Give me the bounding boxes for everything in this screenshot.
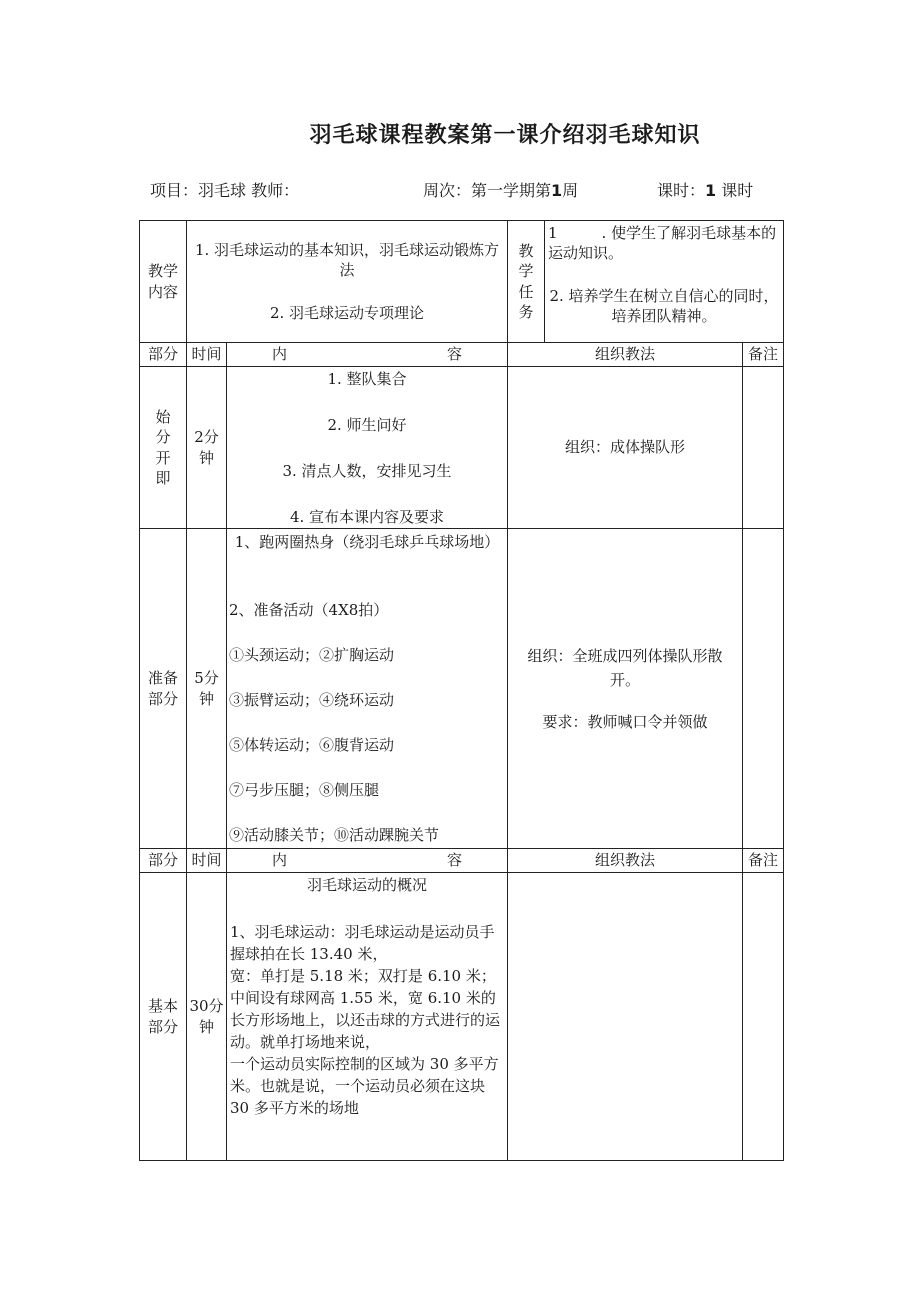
content-line: ⑨活动膝关节；⑩活动踝腕关节 — [229, 826, 440, 844]
meta-project — [150, 178, 299, 201]
method-line: 组织：全班成四列体操队形散开。 — [527, 646, 723, 689]
teaching-task-item-1-num: 1 — [548, 224, 558, 242]
header-method: 组织教法 — [508, 849, 743, 873]
meta-week-prefix: 周次：第一学期第 — [423, 181, 552, 200]
row-time — [187, 873, 227, 1161]
row-part-text: 准备部分 — [147, 669, 178, 708]
meta-hours — [657, 178, 753, 201]
header-content-a: 内 — [271, 851, 287, 870]
teaching-task-label-text: 教学任务 — [518, 242, 534, 321]
content-title: 羽毛球运动的概况 — [306, 876, 427, 894]
teaching-content-item: 2. 羽毛球运动专项理论 — [269, 303, 425, 322]
teaching-task-cell — [545, 221, 784, 343]
teaching-task-item-1-text: . 使学生了解羽毛球基本的运动知识。 — [548, 224, 777, 263]
content-line: 2、准备活动（4X8拍） — [229, 601, 389, 619]
row-content — [227, 529, 508, 849]
content-paragraph: 1、羽毛球运动：羽毛球运动是运动员手握球拍在长 13.40 米， — [230, 923, 495, 963]
row-note — [743, 367, 784, 529]
header-content — [227, 849, 508, 873]
meta-hours-suffix: 课时 — [721, 181, 754, 200]
content-line: 2. 师生问好 — [327, 416, 407, 434]
lesson-plan-table — [139, 220, 784, 1161]
row-part — [140, 873, 187, 1161]
table-row-preparation — [140, 529, 784, 849]
header-note: 备注 — [743, 849, 784, 873]
teaching-content-item: 1. 羽毛球运动的基本知识，羽毛球运动锻炼方法 — [194, 241, 500, 280]
row-method — [508, 367, 743, 529]
header-content — [227, 343, 508, 367]
teaching-content-label — [140, 221, 187, 343]
row-method — [508, 873, 743, 1161]
meta-hours-num: 1 — [705, 181, 717, 200]
header-time: 时间 — [187, 849, 227, 873]
table-row-objectives — [140, 221, 784, 343]
header-content-b: 容 — [447, 345, 463, 364]
header-time: 时间 — [187, 343, 227, 367]
header-content-a: 内 — [271, 345, 287, 364]
meta-teacher-text: 教师： — [251, 181, 300, 200]
content-paragraph: 一个运动员实际控制的区域为 30 多平方米。也就是说，一个运动员必须在这块 30 多平方米的场地 — [230, 1055, 499, 1117]
row-part-text: 始分开即 — [155, 408, 171, 487]
row-part — [140, 529, 187, 849]
method-line: 要求：教师喊口令并领做 — [542, 712, 708, 731]
meta-project-text: 项目：羽毛球 — [150, 181, 247, 200]
header-note: 备注 — [743, 343, 784, 367]
content-paragraph: 宽：单打是 5.18 米；双打是 6.10 米；中间设有球网高 1.55 米，宽 6.10 米的长方形场地上，以还击球的方式进行的运动。就单打场地来说， — [230, 967, 501, 1051]
row-time-text: 30分钟 — [189, 997, 224, 1036]
content-line: ⑦弓步压腿；⑧侧压腿 — [229, 781, 380, 799]
row-time — [187, 367, 227, 529]
row-note — [743, 529, 784, 849]
page-title: 羽毛球课程教案第一课介绍羽毛球知识 — [309, 123, 701, 148]
row-note — [743, 873, 784, 1161]
row-time-text: 2分钟 — [194, 428, 219, 467]
meta-week — [423, 178, 578, 201]
row-method — [508, 529, 743, 849]
row-content — [227, 367, 508, 529]
row-part — [140, 367, 187, 529]
row-time-text: 5分钟 — [194, 669, 219, 708]
teaching-task-item-1 — [548, 223, 780, 264]
row-part-text: 基本部分 — [147, 997, 178, 1036]
teaching-content-label-text: 教学内容 — [147, 262, 178, 301]
meta-hours-prefix: 课时： — [657, 181, 706, 200]
content-line: ⑤体转运动；⑥腹背运动 — [229, 736, 395, 754]
table-row-opening — [140, 367, 784, 529]
content-line: ③振臂运动；④绕环运动 — [229, 691, 395, 709]
header-part: 部分 — [140, 343, 187, 367]
teaching-content-cell — [187, 221, 508, 343]
row-time — [187, 529, 227, 849]
content-line: 3. 清点人数，安排见习生 — [282, 462, 452, 480]
content-line: 1、跑两圈热身（绕羽毛球乒乓球场地） — [234, 533, 500, 551]
teaching-task-item-2: 2. 培养学生在树立自信心的同时，培养团队精神。 — [549, 286, 779, 325]
content-line: 4. 宣布本课内容及要求 — [289, 508, 445, 526]
method-line: 组织：成体操队形 — [564, 438, 685, 457]
table-header-row — [140, 849, 784, 873]
row-content — [227, 873, 508, 1161]
content-line: 1. 整队集合 — [327, 370, 407, 388]
content-line: ①头颈运动；②扩胸运动 — [229, 646, 395, 664]
table-row-basic — [140, 873, 784, 1161]
meta-week-suffix: 周 — [562, 181, 579, 200]
table-header-row — [140, 343, 784, 367]
header-method: 组织教法 — [508, 343, 743, 367]
meta-week-num: 1 — [551, 181, 563, 200]
header-content-b: 容 — [447, 851, 463, 870]
header-part: 部分 — [140, 849, 187, 873]
teaching-task-label — [508, 221, 545, 343]
